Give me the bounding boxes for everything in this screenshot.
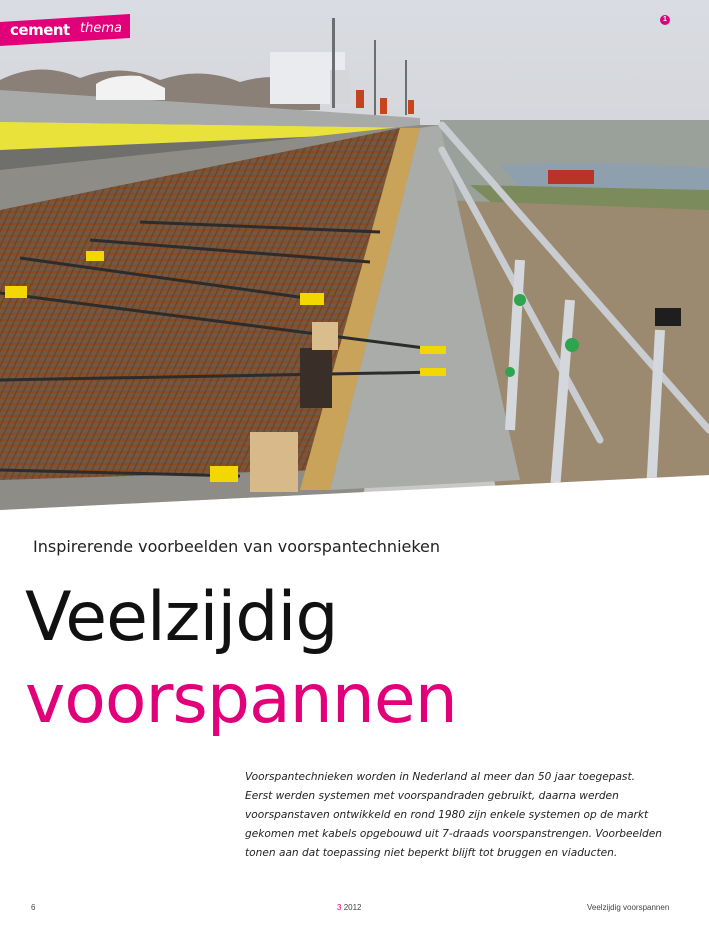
section-label: thema <box>80 21 122 36</box>
issue-number: 3 <box>337 903 342 912</box>
article-title-line-1: Veelzijdig <box>25 578 338 657</box>
article-kicker: Inspirerende voorbeelden van voorspantechnieken <box>33 537 441 556</box>
brand-logo: cement <box>10 21 70 39</box>
page-number: 6 <box>31 903 36 912</box>
article-intro: Voorspantechnieken worden in Nederland al meer dan 50 jaar toegepast. Eerst werden systemen met voorspandraden gebruikt, daarna werden voorspanstaven ontwikkeld en rond 1980 zijn enkele systemen op de markt gekomen met kabels opgebouwd uit 7-draads voorspanstrengen. Voorbeelden tonen aan dat toepassing niet beperkt blijft tot bruggen en viaducten. <box>245 771 662 859</box>
issue-info <box>337 903 361 912</box>
running-title: Veelzijdig voorspannen <box>587 903 670 912</box>
header-brand <box>0 17 130 43</box>
issue-year: 2012 <box>343 903 362 912</box>
article-title-line-2: voorspannen <box>25 660 457 739</box>
corner-marker: 1 <box>660 15 670 25</box>
